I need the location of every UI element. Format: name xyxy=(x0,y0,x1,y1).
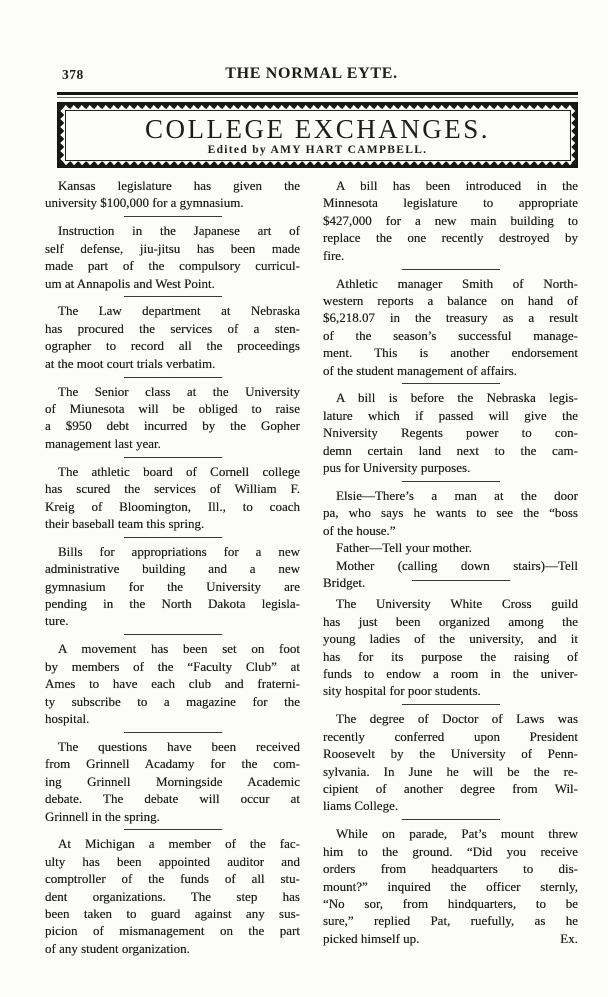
text-line: While on parade, Pat’s mount threw xyxy=(336,826,578,842)
text-line: demn certain land next to the cam- xyxy=(323,442,578,458)
paragraph xyxy=(323,710,578,814)
text-line: A bill is before the Nebraska legis- xyxy=(336,390,578,406)
paragraph xyxy=(45,463,300,533)
text-line: from Grinnell Acadamy for the com- xyxy=(45,756,300,772)
paragraph xyxy=(45,177,300,212)
text-line: university $100,000 for a gymnasium. xyxy=(45,195,244,211)
text-line: The University White Cross guild xyxy=(336,596,578,612)
text-line: Mother (calling down stairs)—Tell xyxy=(336,557,578,573)
text-line: ing Grinnell Morningside Academic xyxy=(45,773,300,789)
text-line: ment. This is another endorsement xyxy=(323,345,578,361)
text-line: “No sor, from hindquarters, to be xyxy=(323,895,578,911)
text-line: lature which if passed will give the xyxy=(323,407,578,423)
text-line: fire. xyxy=(323,247,345,263)
text-line: by members of the “Faculty Club” at xyxy=(45,658,300,674)
text-line: dent organizations. The step has xyxy=(45,888,300,904)
text-line: funds to endow a room in the univer- xyxy=(323,666,578,682)
text-line: sity hospital for poor students. xyxy=(323,683,481,699)
text-line: him to the ground. “Did you receive xyxy=(323,843,578,859)
section-banner xyxy=(57,102,578,168)
text-line: The athletic board of Cornell college xyxy=(58,463,300,479)
text-line: pa, who says he wants to see the “boss xyxy=(323,505,578,521)
text-line: self defense, jiu-jitsu has been made xyxy=(45,240,300,256)
text-line: ty subscribe to a magazine for the xyxy=(45,693,300,709)
page-number: 378 xyxy=(62,67,84,82)
paragraph xyxy=(45,383,300,453)
paragraph xyxy=(45,738,300,825)
text-line: debate. The debate will occur at xyxy=(45,791,300,807)
paragraph xyxy=(45,302,300,372)
paragraph-separator xyxy=(124,634,222,635)
attribution-text: Ex. xyxy=(560,930,578,946)
section-title: COLLEGE EXCHANGES. xyxy=(145,113,490,144)
text-line: orders from headquarters to dis- xyxy=(323,861,578,877)
text-line: sure,” replied Pat, ruefully, as he xyxy=(323,913,578,929)
text-line: gymnasium for the University are xyxy=(45,578,300,594)
text-line: of the house.” xyxy=(323,522,396,538)
paragraph-separator xyxy=(412,580,510,581)
text-line: $6,218.07 in the treasury as a result xyxy=(323,310,578,326)
text-line: hospital. xyxy=(45,710,90,726)
text-line: western reports a balance on hand of xyxy=(323,292,578,308)
banner-inner-frame xyxy=(65,110,571,161)
text-line: Ames to have each club and fraterni- xyxy=(45,676,300,692)
text-line: at the moot court trials verbatim. xyxy=(45,355,216,371)
text-line: Instruction in the Japanese art of xyxy=(58,223,300,239)
text-line: Bridget. xyxy=(323,575,366,591)
paragraph xyxy=(323,487,578,539)
text-line: of any student organization. xyxy=(45,940,190,956)
text-line: Bills for appropriations for a new xyxy=(58,543,300,559)
text-line xyxy=(323,930,578,947)
text-line: has just been organized among the xyxy=(323,613,578,629)
text-line: has for its purpose the raising of xyxy=(323,648,578,664)
paragraph xyxy=(45,640,300,727)
sawtooth-border-left xyxy=(58,103,64,167)
text-line: The degree of Doctor of Laws was xyxy=(336,711,578,727)
text-line: a $950 debt incurred by the Gopher xyxy=(45,418,300,434)
paragraph-separator xyxy=(124,457,222,458)
paragraph xyxy=(323,275,578,379)
text-column-left xyxy=(45,177,300,957)
paragraph-separator xyxy=(402,819,500,820)
text-line: mount?” inquired the officer sternly, xyxy=(323,878,578,894)
text-line: The Law department at Nebraska xyxy=(58,303,300,319)
sawtooth-border-bottom xyxy=(58,161,577,167)
text-line: of Miunesota will be obliged to raise xyxy=(45,400,300,416)
text-line: A movement has been set on foot xyxy=(58,641,300,657)
text-line: administrative building and a new xyxy=(45,561,300,577)
sawtooth-border-right xyxy=(571,103,577,167)
text-line: their baseball team this spring. xyxy=(45,515,205,531)
paragraph xyxy=(45,222,300,292)
sawtooth-border-top xyxy=(58,103,577,109)
text-line: picion of mismanagement on the part xyxy=(45,923,300,939)
paragraph xyxy=(323,539,578,556)
text-line: um at Annapolis and West Point. xyxy=(45,275,215,291)
text-line: ture. xyxy=(45,613,69,629)
text-line: has scured the services of William F. xyxy=(45,481,300,497)
text-line: cipient of another degree from Wil- xyxy=(323,781,578,796)
text-line: been taken to guard against any sus- xyxy=(45,906,300,922)
text-line: has procured the services of a sten- xyxy=(45,320,300,336)
text-line: management last year. xyxy=(45,435,161,451)
section-editor: Edited by AMY HART CAMPBELL. xyxy=(207,143,428,156)
text-line: Roosevelt by the University of Penn- xyxy=(323,746,578,762)
text-line: made part of the compulsory curricul- xyxy=(45,258,300,274)
paragraph-separator xyxy=(124,829,222,830)
text-line: ographer to record all the proceedings xyxy=(45,338,300,354)
paragraph xyxy=(323,825,578,947)
text-line: Minnesota legislature to appropriate xyxy=(323,195,578,211)
text-line: Kreig of Bloomington, Ill., to coach xyxy=(45,498,300,514)
text-line: pending in the North Dakota legisla- xyxy=(45,596,300,612)
journal-title: THE NORMAL EYTE. xyxy=(225,65,398,82)
paragraph xyxy=(323,389,578,476)
text-line: At Michigan a member of the fac- xyxy=(58,836,300,852)
paragraph xyxy=(323,177,578,264)
paragraph xyxy=(45,835,300,957)
text-line: sylvania. In June he will be the re- xyxy=(323,763,578,779)
paragraph xyxy=(323,557,578,592)
paragraph-separator xyxy=(402,383,500,384)
text-line: recently conferred upon President xyxy=(323,728,578,744)
text-line: Grinnell in the spring. xyxy=(45,808,160,824)
text-line: Athletic manager Smith of North- xyxy=(336,275,578,291)
text-line: The questions have been received xyxy=(58,738,300,754)
paragraph-separator xyxy=(124,732,222,733)
text-line: of the student management of affairs. xyxy=(323,362,517,378)
paragraph-separator xyxy=(124,296,222,297)
text-line: ulty has been appointed auditor and xyxy=(45,853,300,869)
text-line: A bill has been introduced in the xyxy=(336,178,578,193)
text-line: Kansas legislature has given the xyxy=(58,178,300,193)
paragraph-separator xyxy=(124,377,222,378)
paragraph-separator xyxy=(402,481,500,482)
masthead xyxy=(45,64,578,86)
text-line: pus for University purposes. xyxy=(323,460,471,476)
text-line: of the season’s successful manage- xyxy=(323,327,578,343)
text-line: Father—Tell your mother. xyxy=(336,540,472,556)
text-line: Elsie—There’s a man at the door xyxy=(336,488,578,503)
text-segment: picked himself up. xyxy=(323,930,420,946)
text-line: Nniversity Regents power to con- xyxy=(323,425,578,441)
text-line: liams College. xyxy=(323,798,399,814)
text-line: $427,000 for a new main building to xyxy=(323,212,578,228)
paragraph xyxy=(323,595,578,699)
columns xyxy=(0,168,608,957)
paragraph-separator xyxy=(402,269,500,270)
paragraph-separator xyxy=(402,704,500,705)
text-line: comptroller of the funds of all stu- xyxy=(45,871,300,887)
text-line: young ladies of the university, and it xyxy=(323,631,578,647)
text-line: The Senior class at the University xyxy=(58,383,300,399)
text-column-right xyxy=(323,177,578,957)
paragraph xyxy=(45,543,300,630)
header-divider-rule xyxy=(57,92,578,98)
paragraph-separator xyxy=(124,537,222,538)
paragraph-separator xyxy=(124,216,222,217)
text-line: replace the one recently destroyed by xyxy=(323,230,578,246)
